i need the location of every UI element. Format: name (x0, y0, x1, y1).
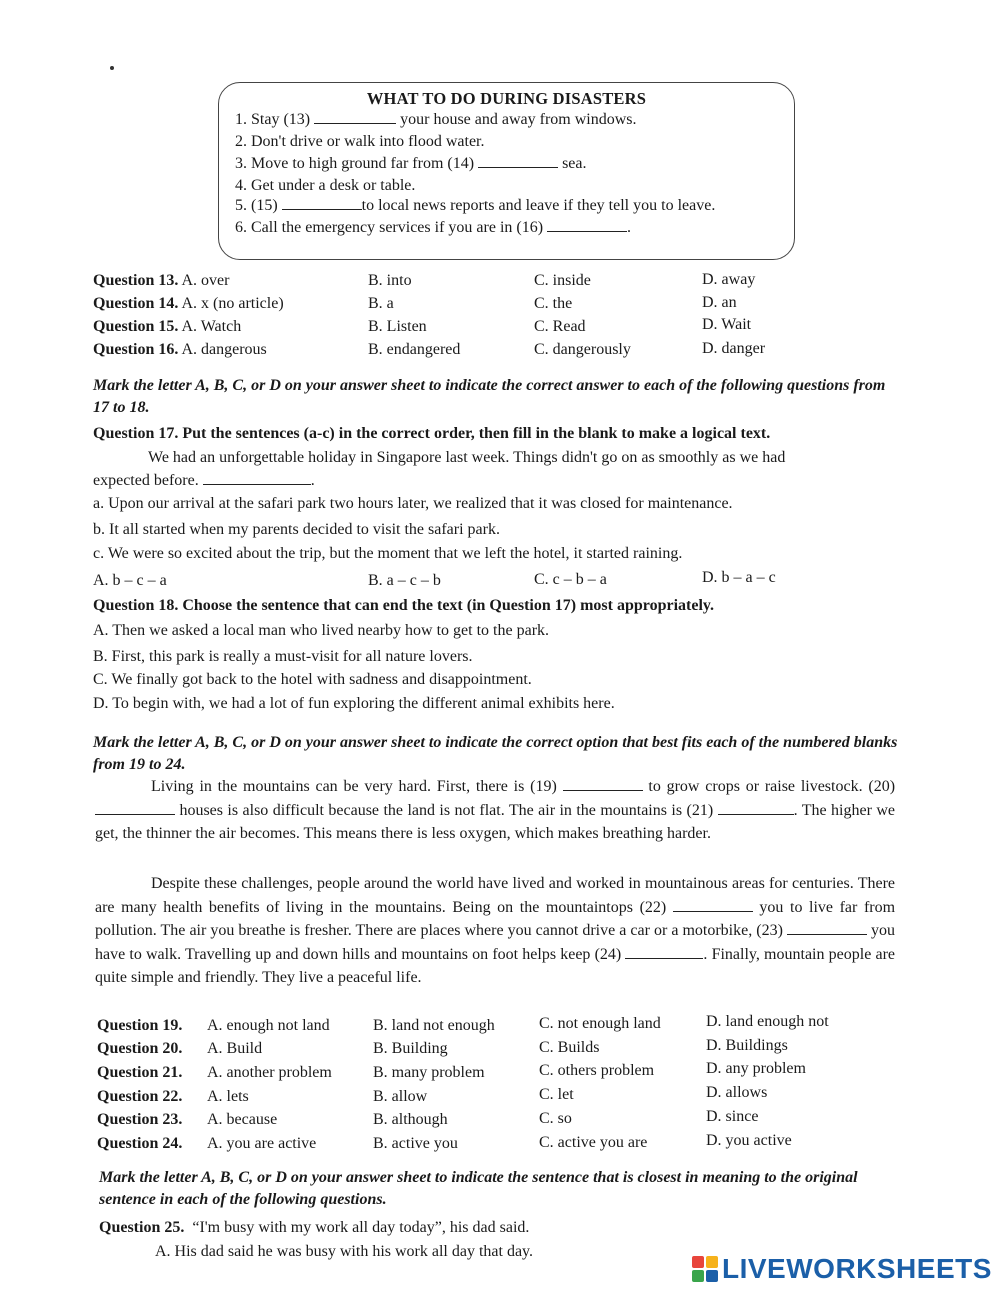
question-14-row: Question 14. A. x (no article) (93, 295, 284, 312)
q18-option-c[interactable]: C. We finally got back to the hotel with sadness and disappointment. (93, 671, 532, 688)
tip-line-4: 4. Get under a desk or table. (235, 177, 416, 194)
q19-option-c[interactable]: C. not enough land (539, 1015, 661, 1032)
q22-option-a[interactable]: A. lets (207, 1088, 249, 1105)
q13-option-c[interactable]: C. inside (534, 272, 591, 289)
question-21-label: Question 21. (97, 1064, 183, 1081)
q19-option-d[interactable]: D. land enough not (706, 1013, 829, 1030)
q24-option-c[interactable]: C. active you are (539, 1134, 648, 1151)
tip-line-3: 3. Move to high ground far from (14) sea. (235, 155, 587, 172)
q25-quote: “I'm busy with my work all day today”, his dad said. (192, 1219, 530, 1236)
tip-line-6: 6. Call the emergency services if you are in (16) . (235, 219, 632, 236)
q17-intro-line-1: We had an unforgettable holiday in Singapore last week. Things didn't go on as smoothly as we had (148, 449, 786, 466)
q24-option-b[interactable]: B. active you (373, 1135, 458, 1152)
q21-option-d[interactable]: D. any problem (706, 1060, 806, 1077)
instruction-17-18: Mark the letter A, B, C, or D on your answer sheet to indicate the correct answer to each of the following questions from 17 to 18. (93, 377, 886, 416)
q22-option-b[interactable]: B. allow (373, 1088, 428, 1105)
q22-option-c[interactable]: C. let (539, 1086, 574, 1103)
question-20-label: Question 20. (97, 1040, 183, 1057)
q20-option-d[interactable]: D. Buildings (706, 1037, 788, 1054)
question-19-label: Question 19. (97, 1017, 183, 1034)
question-16-row: Question 16. A. dangerous (93, 341, 267, 358)
q23-option-a[interactable]: A. because (207, 1111, 278, 1128)
q20-option-b[interactable]: B. Building (373, 1040, 448, 1057)
q20-option-a[interactable]: A. Build (207, 1040, 263, 1057)
q13-option-b[interactable]: B. into (368, 272, 412, 289)
q13-option-a[interactable]: A. over (181, 272, 230, 289)
blank-15[interactable] (282, 197, 362, 210)
q23-option-c[interactable]: C. so (539, 1110, 572, 1127)
disaster-tips-box (218, 82, 795, 260)
q24-option-a[interactable]: A. you are active (207, 1135, 317, 1152)
passage-paragraph-2: Despite these challenges, people around the world have lived and worked in mountainous areas for centuries. There are many health benefits of living in the mountains. Being on the mountaintops (22) you to live far from pollution. The air you breathe is fresher. There are places where you cannot drive a car or a motorbike, (23) you have to walk. Travelling up and down hills and mountains on foot helps keep (24) . Finally, mountain people are quite simple and friendly. They live a peaceful life. (95, 875, 896, 986)
tip-line-5: 5. (15) to local news reports and leave if they tell you to leave. (235, 197, 716, 214)
instruction-25: Mark the letter A, B, C, or D on your answer sheet to indicate the sentence that is closest in meaning to the original sentence in each of the following questions. (99, 1169, 858, 1208)
blank-13[interactable] (314, 111, 396, 124)
q15-option-d[interactable]: D. Wait (702, 316, 752, 333)
q14-option-a[interactable]: A. x (no article) (181, 295, 284, 312)
q16-option-b[interactable]: B. endangered (368, 341, 461, 358)
q17-option-a[interactable]: A. b – c – a (93, 572, 167, 589)
blank-16[interactable] (547, 219, 627, 232)
q17-option-c[interactable]: C. c – b – a (534, 571, 607, 588)
q24-option-d[interactable]: D. you active (706, 1132, 792, 1149)
q17-option-d[interactable]: D. b – a – c (702, 569, 776, 586)
blank-23[interactable] (787, 922, 867, 935)
q21-option-c[interactable]: C. others problem (539, 1062, 655, 1079)
q19-option-b[interactable]: B. land not enough (373, 1017, 495, 1034)
q18-option-b[interactable]: B. First, this park is really a must-visit for all nature lovers. (93, 648, 473, 665)
q19-option-a[interactable]: A. enough not land (207, 1017, 330, 1034)
q20-option-c[interactable]: C. Builds (539, 1039, 600, 1056)
q18-option-a[interactable]: A. Then we asked a local man who lived nearby how to get to the park. (93, 622, 550, 639)
passage-paragraph-1: Living in the mountains can be very hard. First, there is (19) to grow crops or raise livestock. (20) houses is also difficult because the land is not flat. The air in the mountains is (21) . The higher we get, the thinner the air becomes. This means there is less oxygen, which makes breathing harder. (95, 778, 896, 842)
q17-intro-line-2: expected before. . (93, 472, 315, 489)
tip-line-2: 2. Don't drive or walk into flood water. (235, 133, 485, 150)
q15-option-c[interactable]: C. Read (534, 318, 586, 335)
instruction-19-24: Mark the letter A, B, C, or D on your answer sheet to indicate the correct option that best fits each of the numbered blanks from 19 to 24. (93, 734, 898, 773)
question-13-row: Question 13. A. over (93, 272, 230, 289)
q16-option-d[interactable]: D. danger (702, 340, 766, 357)
question-25-line: Question 25. “I'm busy with my work all day today”, his dad said. (99, 1219, 530, 1236)
logo-grid-icon (692, 1256, 718, 1282)
logo-text: LIVEWORKSHEETS (722, 1253, 992, 1284)
blank-20[interactable] (95, 802, 175, 815)
liveworksheets-logo (692, 1253, 992, 1285)
blank-24[interactable] (625, 946, 703, 959)
question-22-label: Question 22. (97, 1088, 183, 1105)
q15-option-b[interactable]: B. Listen (368, 318, 427, 335)
q17-sentence-b: b. It all started when my parents decided to visit the safari park. (93, 521, 500, 538)
q17-sentence-a: a. Upon our arrival at the safari park two hours later, we realized that it was closed for maintenance. (93, 495, 733, 512)
blank-19[interactable] (563, 778, 643, 791)
question-23-label: Question 23. (97, 1111, 183, 1128)
blank-21[interactable] (718, 802, 794, 815)
question-15-row: Question 15. A. Watch (93, 318, 242, 335)
q16-option-c[interactable]: C. dangerously (534, 341, 631, 358)
q13-option-d[interactable]: D. away (702, 271, 756, 288)
question-17-title: Question 17. Put the sentences (a-c) in the correct order, then fill in the blank to make a logical text. (93, 425, 771, 442)
q14-option-b[interactable]: B. a (368, 295, 394, 312)
q21-option-a[interactable]: A. another problem (207, 1064, 332, 1081)
question-18-title: Question 18. Choose the sentence that can end the text (in Question 17) most appropriately. (93, 597, 715, 614)
q14-option-c[interactable]: C. the (534, 295, 573, 312)
q15-option-a[interactable]: A. Watch (181, 318, 242, 335)
q23-option-b[interactable]: B. although (373, 1111, 448, 1128)
blank-22[interactable] (673, 899, 753, 912)
question-24-label: Question 24. (97, 1135, 183, 1152)
q23-option-d[interactable]: D. since (706, 1108, 759, 1125)
box-title: WHAT TO DO DURING DISASTERS (366, 89, 647, 108)
q18-option-d[interactable]: D. To begin with, we had a lot of fun exploring the different animal exhibits here. (93, 695, 615, 712)
tip-line-1: 1. Stay (13) your house and away from windows. (235, 111, 637, 128)
q17-option-b[interactable]: B. a – c – b (368, 572, 441, 589)
q17-sentence-c: c. We were so excited about the trip, but the moment that we left the hotel, it started raining. (93, 545, 683, 562)
scan-dot (110, 66, 114, 70)
q14-option-d[interactable]: D. an (702, 294, 737, 311)
q16-option-a[interactable]: A. dangerous (181, 341, 267, 358)
q25-option-a[interactable]: A. His dad said he was busy with his work all day that day. (155, 1243, 534, 1260)
q21-option-b[interactable]: B. many problem (373, 1064, 485, 1081)
blank-14[interactable] (478, 155, 558, 168)
q22-option-d[interactable]: D. allows (706, 1084, 768, 1101)
blank-17[interactable] (203, 472, 311, 485)
